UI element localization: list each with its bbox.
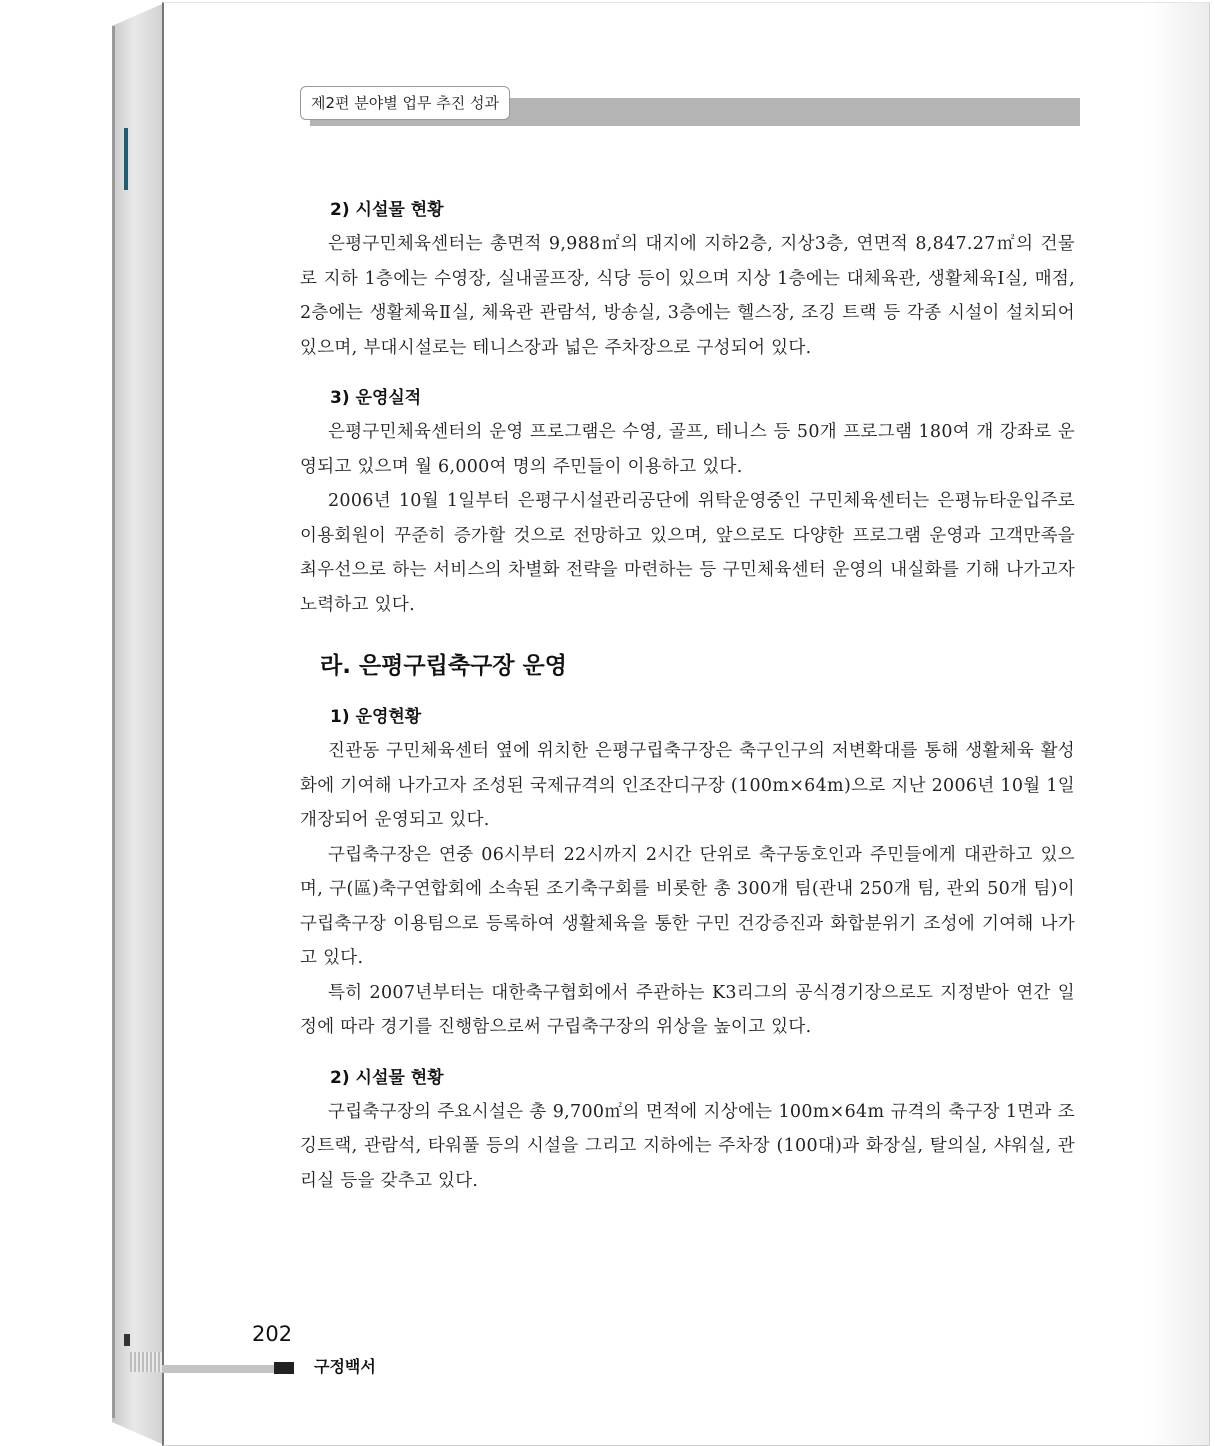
section-tab: 제2편 분야별 업무 추진 성과: [300, 86, 510, 120]
page-number: 202: [252, 1322, 293, 1346]
paragraph: 은평구민체육센터는 총면적 9,988㎡의 대지에 지하2층, 지상3층, 연면적 8,847.27㎡의 건물로 지하 1층에는 수영장, 실내골프장, 식당 등이 있으며 지상 1층에는 대체육관, 생활체육Ⅰ실, 매점, 2층에는 생활체육Ⅱ실, 체육관 관람석, 방송실, 3층에는 헬스장, 조깅 트랙 등 각종 시설이 설치되어 있으며, 부대시설로는 테니스장과 넓은 주차장으로 구성되어 있다.: [300, 234, 1075, 358]
paragraph: 구립축구장의 주요시설은 총 9,700㎡의 면적에 지상에는 100m×64m 규격의 축구장 1면과 조깅트랙, 관람석, 타워풀 등의 시설을 그리고 지하에는 주차장 (100대)과 화장실, 탈의실, 샤워실, 관리실 등을 갖추고 있다.: [300, 1101, 1075, 1191]
spine-edge: [112, 26, 115, 1418]
footer-rule: [162, 1365, 274, 1373]
footer-block: [274, 1362, 294, 1374]
paragraph: 특히 2007년부터는 대한축구협회에서 주관하는 K3리그의 공식경기장으로도 지정받아 연간 일정에 따라 경기를 진행함으로써 구립축구장의 위상을 높이고 있다.: [300, 982, 1075, 1037]
section-title: 라. 은평구립축구장 운영: [320, 653, 567, 679]
paragraph: 은평구민체육센터의 운영 프로그램은 수영, 골프, 테니스 등 50개 프로그램 180여 개 강좌로 운영되고 있으며 월 6,000여 명의 주민들이 이용하고 있다.: [300, 422, 1075, 477]
spine-stripes: [130, 1352, 162, 1372]
paragraph: 진관동 구민체육센터 옆에 위치한 은평구립축구장은 축구인구의 저변확대를 통해 생활체육 활성화에 기여해 나가고자 조성된 국제규격의 인조잔디구장 (100m×64m)으로 지난 2006년 10월 1일 개장되어 운영되고 있다.: [300, 741, 1075, 830]
book-spine: [112, 4, 162, 1444]
status-heading: 1) 운영현황: [330, 707, 422, 727]
page-content: [300, 195, 1075, 1198]
results-heading: 3) 운영실적: [330, 388, 422, 408]
facility-heading: 2) 시설물 현황: [330, 1067, 444, 1088]
spine-marker: [124, 128, 128, 190]
paragraph: 2006년 10월 1일부터 은평구시설관리공단에 위탁운영중인 구민체육센터는 은평뉴타운입주로 이용회원이 꾸준히 증가할 것으로 전망하고 있으며, 앞으로도 다양한 프로그램 운영과 고객만족을 최우선으로 하는 서비스의 차별화 전략을 마련하는 등 구민체육센터 운영의 내실화를 기해 나가고자 노력하고 있다.: [300, 491, 1075, 615]
spine-marker-bottom: [124, 1334, 130, 1346]
book-title: 구정백서: [314, 1357, 376, 1376]
facility-heading: 2) 시설물 현황: [330, 200, 444, 220]
paragraph: 구립축구장은 연중 06시부터 22시까지 2시간 단위로 축구동호인과 주민들에게 대관하고 있으며, 구(區)축구연합회에 소속된 조기축구회를 비롯한 총 300개 팀(관내 250개 팀, 관외 50개 팀)이 구립축구장 이용팀으로 등록하여 생활체육을 통한 구민 건강증진과 화합분위기 조성에 기여해 나가고 있다.: [300, 844, 1075, 968]
page-shadow: [1149, 3, 1209, 1445]
